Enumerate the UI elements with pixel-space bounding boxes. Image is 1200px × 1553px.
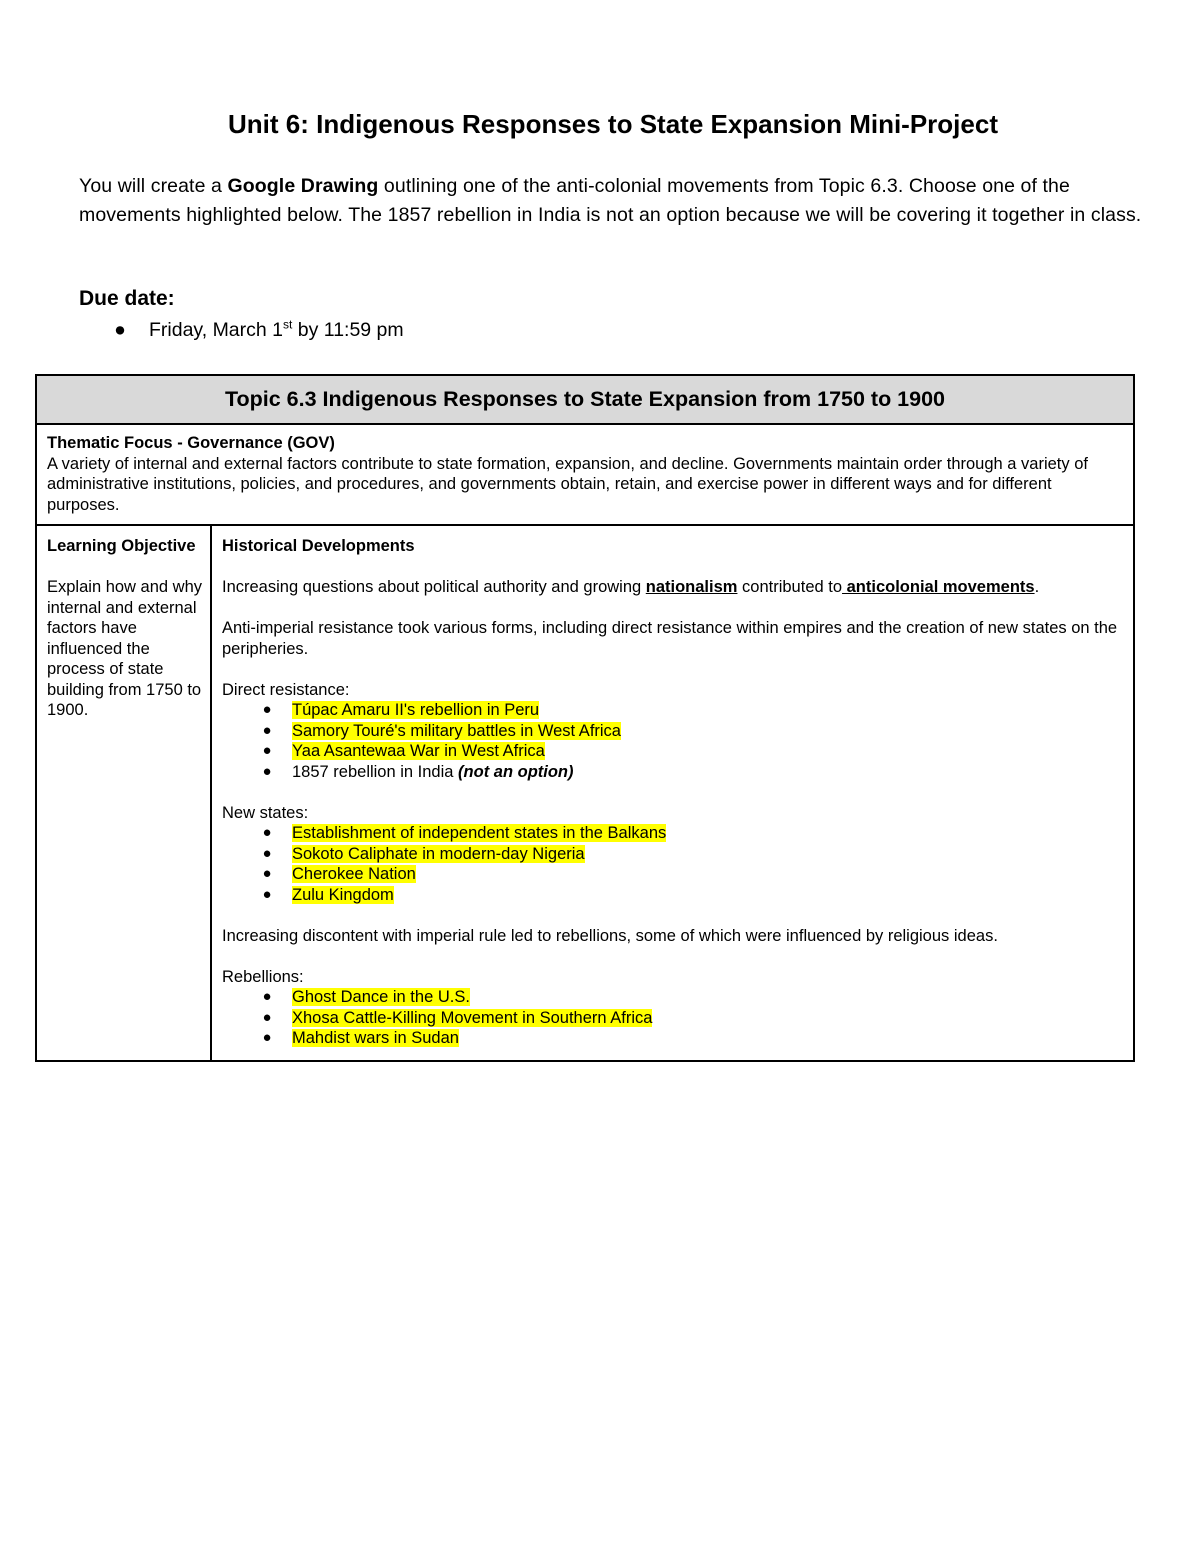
- highlighted-movement: Samory Touré's military battles in West Africa: [292, 721, 621, 740]
- highlighted-movement: Túpac Amaru II's rebellion in Peru: [292, 701, 540, 719]
- learning-objective-cell: [36, 525, 211, 1061]
- thematic-focus-text: A variety of internal and external factors contribute to state formation, expansion, and decline. Governments maintain order through a variety of administrative institutions, policies, and procedures, and governments obtain, retain, and exercise power in different ways and for different purposes.: [47, 454, 1088, 514]
- bullet-icon: ●: [262, 844, 272, 862]
- highlighted-movement: Yaa Asantewaa War in West Africa: [292, 742, 545, 760]
- intro-bold-term: Google Drawing: [227, 175, 379, 197]
- direct-resistance-label: Direct resistance:: [222, 680, 350, 699]
- due-date-heading: Due date:: [79, 287, 175, 310]
- highlighted-movement: Mahdist wars in Sudan: [292, 1029, 459, 1047]
- bullet-icon: ●: [262, 742, 272, 759]
- rebellions-label: Rebellions:: [222, 967, 304, 986]
- historical-paragraph-1: [222, 577, 1123, 598]
- direct-resistance-list: [222, 700, 1123, 782]
- term-anticolonial-movements: anticolonial movements: [842, 578, 1035, 596]
- india-rebellion-item: 1857 rebellion in India: [292, 762, 459, 781]
- learning-objective-heading: Learning Objective: [47, 537, 196, 555]
- highlighted-movement: Sokoto Caliphate in modern-day Nigeria: [292, 844, 585, 863]
- list-item: [260, 844, 1123, 865]
- bullet-icon: ●: [262, 721, 272, 739]
- new-states-list: [222, 823, 1123, 905]
- bullet-icon: ●: [262, 824, 272, 841]
- topic-table: [35, 374, 1135, 1062]
- highlighted-movement: Cherokee Nation: [292, 865, 416, 883]
- historical-paragraph-3: Increasing discontent with imperial rule led to rebellions, some of which were influenced by religious ideas.: [222, 926, 998, 945]
- intro-text-before: You will create a: [79, 175, 228, 197]
- due-date-item: [112, 316, 404, 344]
- bullet-icon: ●: [262, 988, 272, 1005]
- list-item: [260, 1028, 1123, 1049]
- new-states-label: New states:: [222, 803, 309, 822]
- rebellions-list: [222, 987, 1123, 1049]
- due-date-list: [112, 316, 404, 344]
- intro-paragraph: [79, 172, 1149, 229]
- thematic-focus-cell: [36, 424, 1134, 525]
- due-date-sup: st: [283, 317, 293, 332]
- list-item: [260, 1008, 1123, 1029]
- bullet-icon: ●: [262, 701, 272, 718]
- bullet-icon: ●: [262, 885, 272, 903]
- p1-text-before: Increasing questions about political authority and growing: [222, 578, 646, 596]
- learning-objective-text: Explain how and why internal and external factors have influenced the process of state building from 1750 to 1900.: [47, 578, 203, 719]
- highlighted-movement: Zulu Kingdom: [292, 885, 394, 904]
- list-item: [260, 885, 1123, 906]
- historical-developments-cell: [211, 525, 1134, 1061]
- not-an-option-note: (not an option): [458, 762, 574, 781]
- term-nationalism: nationalism: [645, 578, 738, 596]
- bullet-icon: ●: [262, 762, 272, 780]
- p1-text-middle: contributed to: [737, 578, 843, 596]
- due-date-prefix: Friday, March 1: [149, 319, 284, 341]
- list-item: [260, 987, 1123, 1008]
- thematic-focus-heading: Thematic Focus - Governance (GOV): [47, 434, 335, 452]
- intro-text-after: outlining one of the anti-colonial movements from Topic 6.3. Choose one of the movements highlighted below. The 1857 rebellion in India is not an option because we will be covering it together in class.: [79, 175, 1142, 226]
- highlighted-movement: Establishment of independent states in the Balkans: [292, 824, 667, 842]
- bullet-icon: ●: [262, 1029, 272, 1046]
- list-item: [260, 741, 1123, 762]
- page-title: Unit 6: Indigenous Responses to State Expansion Mini-Project: [228, 109, 998, 139]
- bullet-icon: ●: [114, 319, 126, 341]
- list-item: [260, 864, 1123, 885]
- topic-table-header: Topic 6.3 Indigenous Responses to State Expansion from 1750 to 1900: [36, 375, 1134, 424]
- due-date-suffix: by 11:59 pm: [292, 319, 404, 341]
- highlighted-movement: Ghost Dance in the U.S.: [292, 988, 470, 1006]
- bullet-icon: ●: [262, 865, 272, 882]
- historical-paragraph-2: Anti-imperial resistance took various forms, including direct resistance within empires and the creation of new states on the peripheries.: [222, 619, 1118, 658]
- list-item: [260, 823, 1123, 844]
- list-item: [260, 721, 1123, 742]
- bullet-icon: ●: [262, 1008, 272, 1026]
- highlighted-movement: Xhosa Cattle-Killing Movement in Southern Africa: [292, 1008, 653, 1027]
- historical-developments-heading: Historical Developments: [222, 537, 415, 555]
- p1-text-after: .: [1034, 578, 1040, 596]
- list-item: [260, 762, 1123, 783]
- list-item: [260, 700, 1123, 721]
